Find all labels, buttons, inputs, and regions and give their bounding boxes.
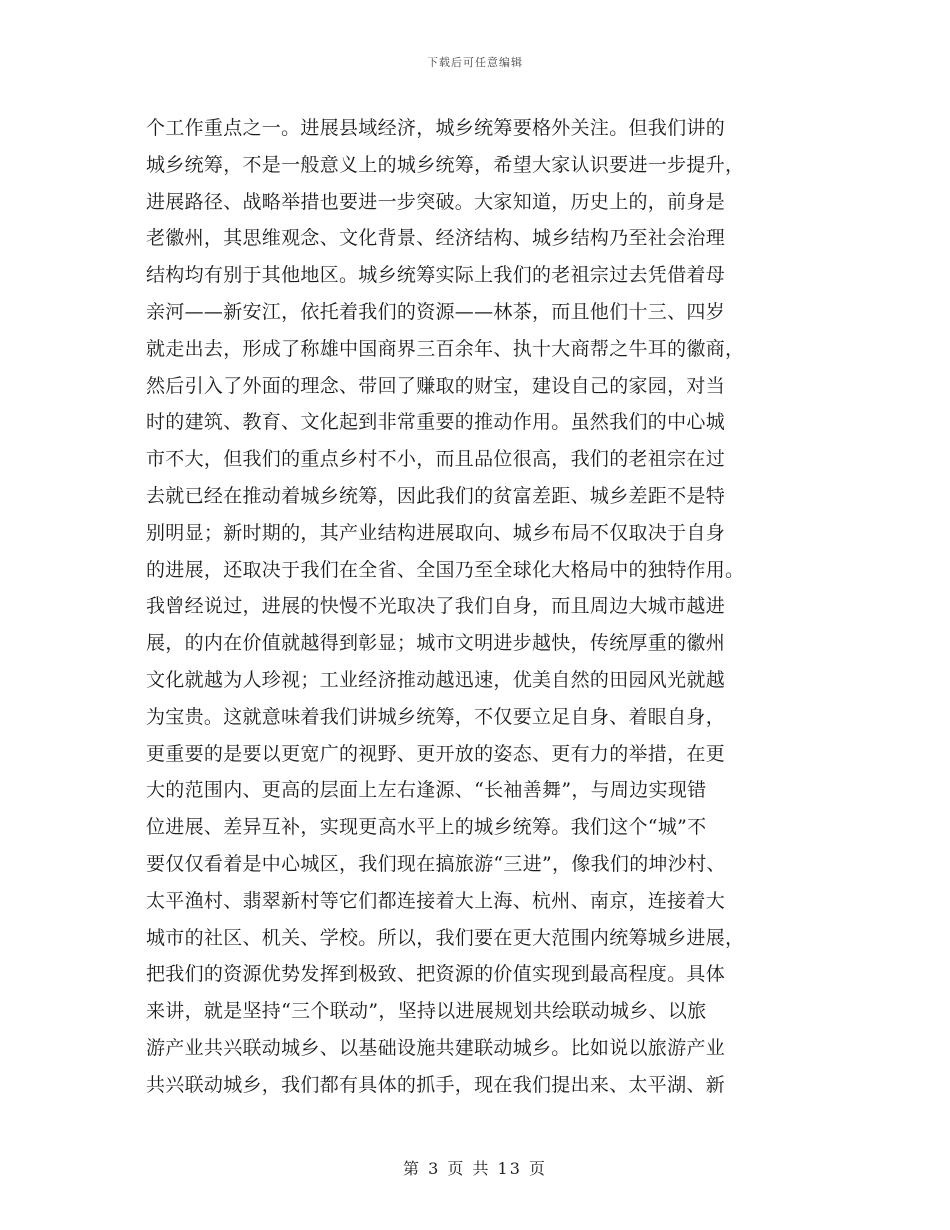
text-line: 城市的社区、机关、学校。所以，我们要在更大范围内统筹城乡进展， — [146, 926, 745, 949]
text-line: 结构均有别于其他地区。城乡统筹实际上我们的老祖宗过去凭借着母 — [146, 264, 726, 287]
text-line: 大的范围内、更高的层面上左右逢源、“长袖善舞”，与周边实现错 — [146, 779, 707, 802]
text-line: 城乡统筹，不是一般意义上的城乡统筹，希望大家认识要进一步提升， — [146, 153, 745, 176]
document-body — [146, 110, 806, 1104]
text-line: 老徽州，其思维观念、文化背景、经济结构、城乡结构乃至社会治理 — [146, 227, 726, 250]
text-line: 要仅仅看着是中心城区，我们现在搞旅游“三进”，像我们的坤沙村、 — [146, 852, 726, 875]
text-line: 时的建筑、教育、文化起到非常重要的推动作用。虽然我们的中心城 — [146, 411, 726, 434]
text-line: 展，的内在价值就越得到彰显；城市文明进步越快，传统厚重的徽州 — [146, 632, 726, 655]
text-line: 市不大，但我们的重点乡村不小，而且品位很高，我们的老祖宗在过 — [146, 448, 726, 471]
text-line: 游产业共兴联动城乡、以基础设施共建联动城乡。比如说以旅游产业 — [146, 1036, 726, 1059]
text-line: 然后引入了外面的理念、带回了赚取的财宝，建设自己的家园，对当 — [146, 374, 726, 397]
text-line: 位进展、差异互补，实现更高水平上的城乡统筹。我们这个“城”不 — [146, 816, 707, 839]
text-line: 个工作重点之一。进展县域经济，城乡统筹要格外关注。但我们讲的 — [146, 117, 726, 139]
text-line: 太平渔村、翡翠新村等它们都连接着大上海、杭州、南京，连接着大 — [146, 889, 726, 912]
text-line: 就走出去，形成了称雄中国商界三百余年、执十大商帮之牛耳的徽商， — [146, 337, 745, 360]
text-line: 共兴联动城乡，我们都有具体的抓手，现在我们提出来、太平湖、新 — [146, 1073, 726, 1096]
text-line: 来讲，就是坚持“三个联动”，坚持以进展规划共绘联动城乡、以旅 — [146, 1000, 707, 1023]
text-line: 去就已经在推动着城乡统筹，因此我们的贫富差距、城乡差距不是特 — [146, 484, 726, 507]
page-header: 下载后可任意编辑 — [427, 56, 523, 69]
text-line: 文化就越为人珍视；工业经济推动越迅速，优美自然的田园风光就越 — [146, 668, 726, 691]
text-line: 更重要的是要以更宽广的视野、更开放的姿态、更有力的举措，在更 — [146, 742, 726, 765]
text-line: 的进展，还取决于我们在全省、全国乃至全球化大格局中的独特作用。 — [146, 558, 745, 581]
text-line: 进展路径、战略举措也要进一步突破。大家知道，历史上的，前身是 — [146, 190, 726, 213]
text-line: 把我们的资源优势发挥到极致、把资源的价值实现到最高程度。具体 — [146, 963, 726, 986]
text-line: 为宝贵。这就意味着我们讲城乡统筹，不仅要立足自身、着眼自身， — [146, 705, 726, 728]
page-footer: 第 3 页 共 13 页 — [403, 1159, 547, 1178]
text-line: 亲河——新安江，依托着我们的资源——林茶，而且他们十三、四岁 — [146, 300, 726, 323]
text-line: 我曾经说过，进展的快慢不光取决了我们自身，而且周边大城市越进 — [146, 595, 726, 618]
text-line: 别明显；新时期的，其产业结构进展取向、城乡布局不仅取决于自身 — [146, 521, 726, 544]
